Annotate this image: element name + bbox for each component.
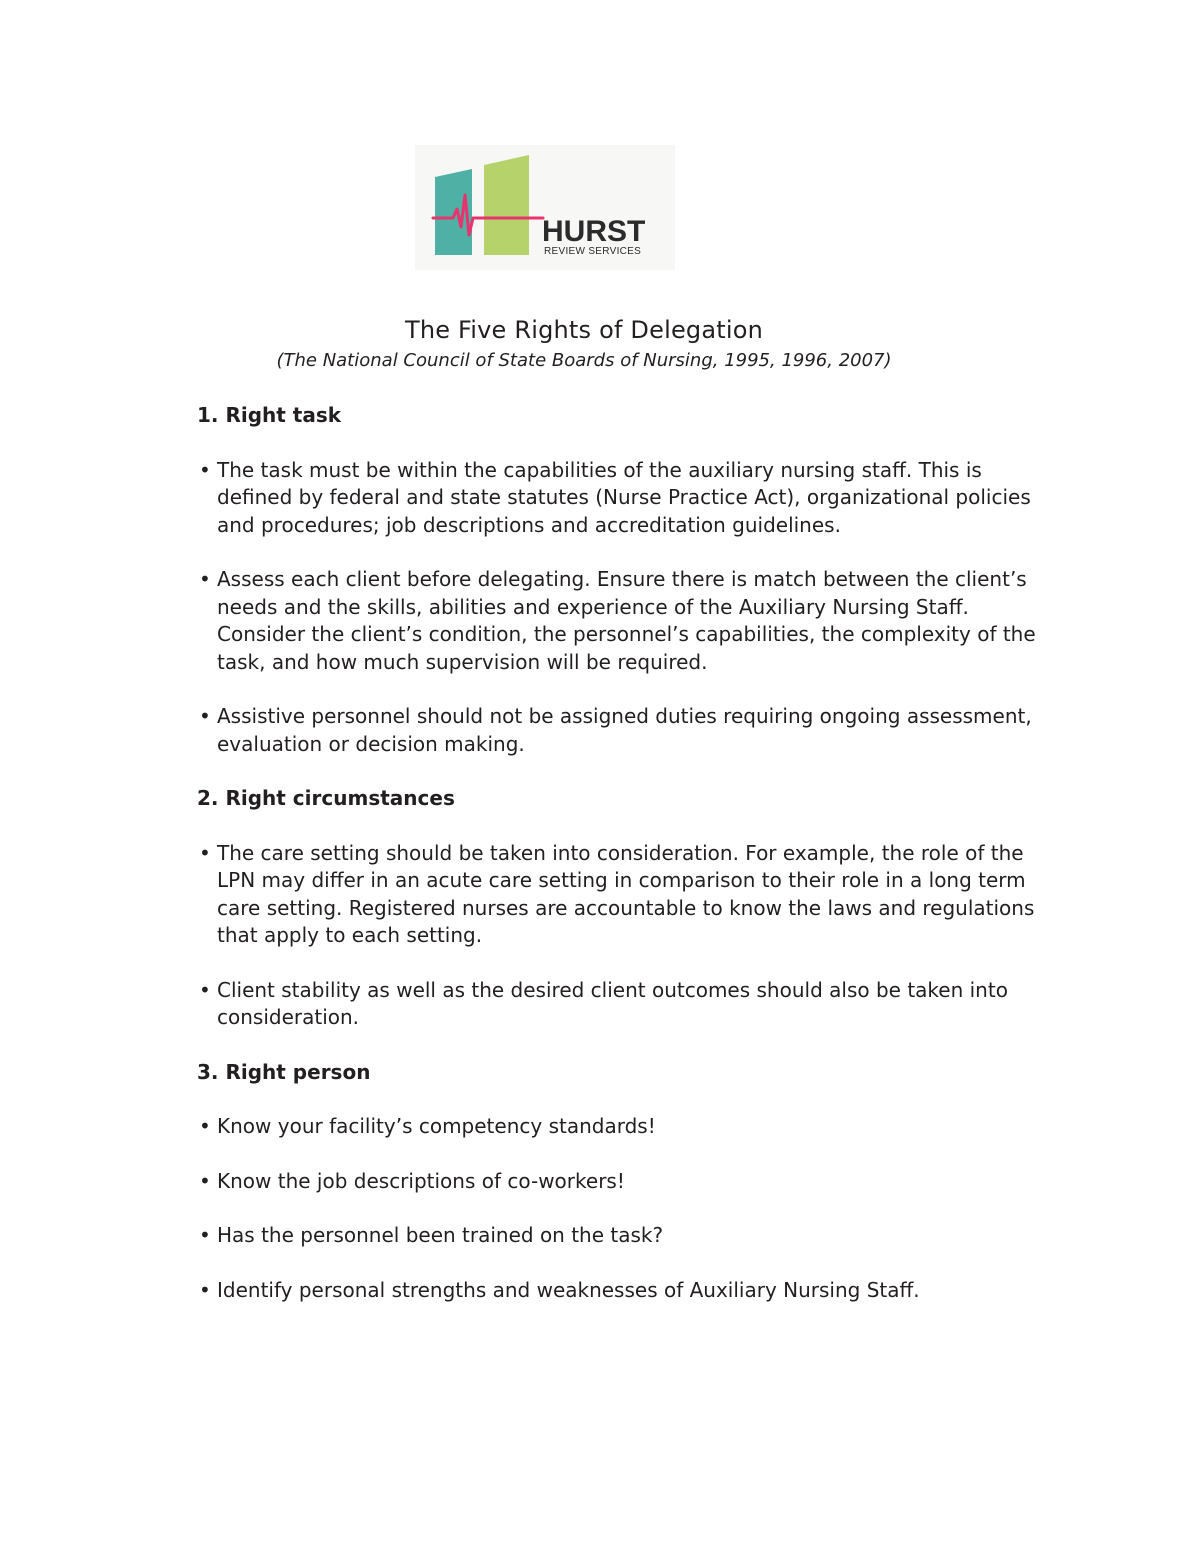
section-right-person <box>197 1059 1047 1305</box>
logo-tagline: REVIEW SERVICES <box>544 246 642 257</box>
list-item-text: Identify personal strengths and weaknesses of Auxiliary Nursing Staff. <box>217 1277 920 1302</box>
bullet-icon: • <box>199 704 211 728</box>
bullet-icon: • <box>199 1114 211 1138</box>
list-item-text: The care setting should be taken into consideration. For example, the role of the LPN may differ in an acute care setting in comparison to their role in a long term care setting. Registered nurses are accountable to know the laws and regulations that apply to each setting. <box>217 840 1035 947</box>
list-item-text: Know the job descriptions of co-workers! <box>217 1168 625 1193</box>
bullet-icon: • <box>199 1168 211 1193</box>
citation: (The National Council of State Boards of Nursing, 1995, 1996, 2007) <box>276 350 892 371</box>
bullet-icon: • <box>199 1277 211 1302</box>
logo-green-block <box>484 155 529 255</box>
section-heading: 1. Right task <box>197 403 342 427</box>
section-heading: 3. Right person <box>197 1059 371 1084</box>
list-item <box>197 840 1047 950</box>
bullet-icon: • <box>199 1223 211 1247</box>
section-right-task <box>197 402 1047 758</box>
bullet-icon: • <box>199 977 211 1002</box>
list-item-text: Assistive personnel should not be assigned duties requiring ongoing assessment, evaluation or decision making. <box>217 704 1032 756</box>
list-item <box>197 703 1047 758</box>
list-item-text: Assess each client before delegating. Ensure there is match between the client’s needs and the skills, abilities and experience of the Auxiliary Nursing Staff. Consider the client’s condition, the personnel’s capabilities, the complexity of the task, and how much supervision will be required. <box>217 567 1036 674</box>
bullet-icon: • <box>199 840 211 865</box>
document-body <box>197 402 1047 1331</box>
list-item <box>197 1168 1047 1196</box>
list-item <box>197 977 1047 1032</box>
hurst-logo <box>415 145 675 270</box>
list-item-text: The task must be within the capabilities of the auxiliary nursing staff. This is defined by federal and state statutes (Nurse Practice Act), organizational policies and procedures; job descriptions and accreditation guidelines. <box>217 457 1031 537</box>
list-item-text: Has the personnel been trained on the task? <box>217 1223 664 1247</box>
bullet-icon: • <box>199 567 211 591</box>
section-heading: 2. Right circumstances <box>197 786 455 810</box>
page-title: The Five Rights of Delegation <box>404 316 764 344</box>
list-item-text: Know your facility’s competency standards! <box>217 1114 656 1138</box>
list-item <box>197 1222 1047 1250</box>
hurst-logo-graphic <box>415 145 675 270</box>
list-item-text: Client stability as well as the desired client outcomes should also be taken into consideration. <box>217 977 1008 1029</box>
list-item <box>197 457 1047 540</box>
list-item <box>197 1277 1047 1305</box>
bullet-icon: • <box>199 457 211 482</box>
list-item <box>197 566 1047 676</box>
list-item <box>197 1113 1047 1141</box>
section-right-circumstances <box>197 785 1047 1032</box>
logo-wordmark: HURST <box>542 215 646 248</box>
